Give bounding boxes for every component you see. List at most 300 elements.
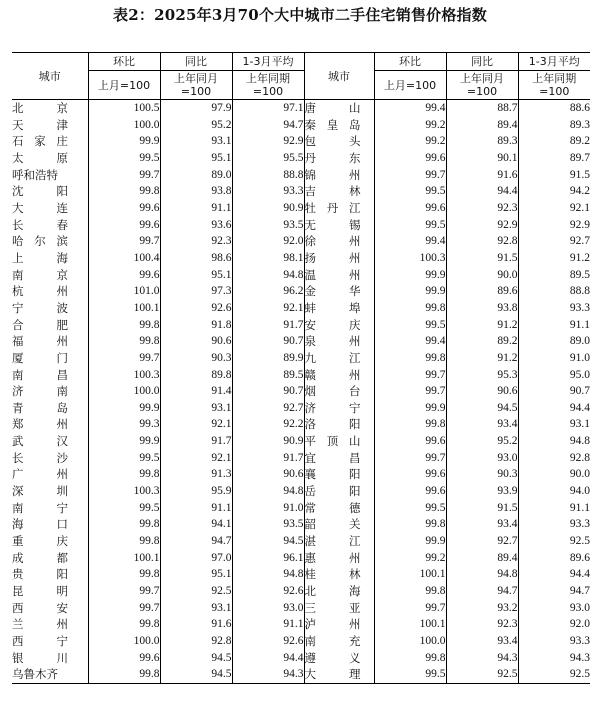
- mom-value: 99.6: [374, 150, 446, 167]
- avg-value: 92.5: [518, 666, 590, 683]
- yoy-value: 93.9: [446, 483, 518, 500]
- yoy-value: 89.3: [446, 133, 518, 150]
- mom-value: 99.4: [374, 333, 446, 350]
- city-name: 桂 林: [304, 566, 374, 583]
- city-name: 太 原: [12, 150, 68, 165]
- city-name: 兰 州: [12, 617, 68, 632]
- yoy-value: 91.1: [160, 200, 232, 217]
- avg-value: 93.3: [518, 516, 590, 533]
- yoy-value: 91.3: [160, 466, 232, 483]
- avg-value: 91.1: [518, 317, 590, 334]
- mom-value: 99.6: [88, 267, 160, 284]
- mom-value: 99.5: [88, 150, 160, 167]
- table-row: [12, 450, 590, 467]
- mom-value: 99.9: [88, 433, 160, 450]
- mom-value: 99.6: [374, 433, 446, 450]
- avg-value: 93.5: [232, 217, 304, 234]
- city-name: 广 州: [12, 467, 68, 482]
- city-name: 无 锡: [304, 217, 374, 234]
- yoy-value: 92.3: [446, 200, 518, 217]
- city-name: 昆 明: [12, 584, 68, 599]
- city-name: 厦 门: [12, 350, 68, 365]
- avg-value: 88.8: [518, 283, 590, 300]
- avg-value: 94.7: [518, 583, 590, 600]
- yoy-value: 93.1: [160, 400, 232, 417]
- avg-value: 92.9: [232, 133, 304, 150]
- table-row: [12, 250, 590, 267]
- city-name: 海 口: [12, 517, 68, 532]
- avg-value: 98.1: [232, 250, 304, 267]
- avg-value: 89.3: [518, 117, 590, 134]
- avg-value: 89.6: [518, 550, 590, 567]
- table-row: [12, 433, 590, 450]
- table-row: [12, 416, 590, 433]
- yoy-value: 91.2: [446, 350, 518, 367]
- city-name: 岳 阳: [304, 483, 374, 500]
- yoy-value: 90.6: [160, 333, 232, 350]
- avg-value: 93.5: [232, 516, 304, 533]
- mom-value: 99.7: [374, 383, 446, 400]
- avg-value: 92.7: [518, 233, 590, 250]
- subheader-yoy-right: 上年同月 =100: [446, 71, 518, 100]
- city-name: 沈 阳: [12, 184, 68, 199]
- mom-value: 99.6: [88, 217, 160, 234]
- avg-value: 94.8: [232, 483, 304, 500]
- mom-value: 99.4: [374, 233, 446, 250]
- mom-value: 99.8: [88, 566, 160, 583]
- mom-value: 99.2: [374, 133, 446, 150]
- header-avg-right: 1-3月平均: [518, 53, 590, 71]
- city-name: 惠 州: [304, 550, 374, 567]
- avg-value: 91.7: [232, 450, 304, 467]
- table-row: [12, 100, 590, 117]
- city-name: 合 肥: [12, 317, 68, 332]
- city-name: 大 理: [304, 666, 374, 683]
- header-mom-right: 环比: [374, 53, 446, 71]
- city-name: 襄 阳: [304, 466, 374, 483]
- avg-value: 91.5: [518, 167, 590, 184]
- yoy-value: 91.1: [160, 500, 232, 517]
- city-name: 济 南: [12, 384, 68, 399]
- avg-value: 89.2: [518, 133, 590, 150]
- table-row: [12, 400, 590, 417]
- table-row: [12, 317, 590, 334]
- city-name: 天 津: [12, 117, 68, 132]
- avg-value: 91.0: [518, 350, 590, 367]
- avg-value: 91.7: [232, 317, 304, 334]
- avg-value: 92.0: [232, 233, 304, 250]
- yoy-value: 93.8: [446, 300, 518, 317]
- mom-value: 99.3: [88, 416, 160, 433]
- city-name: 韶 关: [304, 516, 374, 533]
- avg-value: 94.5: [232, 533, 304, 550]
- subheader-mom-left: 上月=100: [88, 71, 160, 100]
- avg-value: 94.7: [232, 117, 304, 134]
- mom-value: 99.6: [88, 200, 160, 217]
- yoy-value: 93.1: [160, 600, 232, 617]
- mom-value: 99.7: [374, 600, 446, 617]
- avg-value: 94.2: [518, 183, 590, 200]
- yoy-value: 92.7: [446, 533, 518, 550]
- mom-value: 99.9: [374, 283, 446, 300]
- yoy-value: 93.4: [446, 516, 518, 533]
- avg-value: 95.5: [232, 150, 304, 167]
- city-name: 西 安: [12, 600, 68, 615]
- yoy-value: 95.1: [160, 150, 232, 167]
- avg-value: 94.8: [518, 433, 590, 450]
- city-name: 西 宁: [12, 634, 68, 648]
- city-name: 遵 义: [304, 650, 374, 667]
- mom-value: 100.4: [88, 250, 160, 267]
- mom-value: 99.8: [88, 516, 160, 533]
- table-row: [12, 333, 590, 350]
- table-row: [12, 516, 590, 533]
- table-row: [12, 267, 590, 284]
- mom-value: 100.0: [88, 383, 160, 400]
- avg-value: 90.9: [232, 200, 304, 217]
- mom-value: 99.5: [88, 450, 160, 467]
- yoy-value: 92.8: [446, 233, 518, 250]
- avg-value: 93.0: [518, 600, 590, 617]
- yoy-value: 89.4: [446, 117, 518, 134]
- city-name: 重 庆: [12, 534, 68, 549]
- city-name: 丹 东: [304, 150, 374, 167]
- mom-value: 101.0: [88, 283, 160, 300]
- yoy-value: 94.5: [160, 650, 232, 667]
- mom-value: 100.1: [374, 566, 446, 583]
- avg-value: 94.4: [518, 566, 590, 583]
- avg-value: 96.1: [232, 550, 304, 567]
- yoy-value: 89.8: [160, 367, 232, 384]
- city-name: 大 连: [12, 200, 68, 215]
- avg-value: 91.1: [232, 616, 304, 633]
- mom-value: 99.8: [374, 350, 446, 367]
- mom-value: 99.5: [374, 666, 446, 683]
- yoy-value: 92.6: [160, 300, 232, 317]
- yoy-value: 93.0: [446, 450, 518, 467]
- city-name: 长 春: [12, 217, 68, 232]
- table-row: [12, 600, 590, 617]
- mom-value: 99.5: [88, 500, 160, 517]
- yoy-value: 90.0: [446, 267, 518, 284]
- avg-value: 90.7: [232, 383, 304, 400]
- yoy-value: 95.2: [446, 433, 518, 450]
- avg-value: 92.2: [232, 416, 304, 433]
- avg-value: 89.0: [518, 333, 590, 350]
- yoy-value: 90.6: [446, 383, 518, 400]
- avg-value: 94.4: [518, 400, 590, 417]
- yoy-value: 93.2: [446, 600, 518, 617]
- yoy-value: 92.3: [446, 616, 518, 633]
- mom-value: 99.5: [374, 217, 446, 234]
- table-row: [12, 583, 590, 600]
- table-row: [12, 500, 590, 517]
- city-name: 济 宁: [304, 400, 374, 417]
- avg-value: 93.1: [518, 416, 590, 433]
- city-name: 泉 州: [304, 333, 374, 350]
- avg-value: 92.6: [232, 583, 304, 600]
- avg-value: 94.0: [518, 483, 590, 500]
- mom-value: 100.1: [88, 550, 160, 567]
- mom-value: 99.6: [374, 466, 446, 483]
- city-name: 深 圳: [12, 484, 68, 499]
- avg-value: 96.2: [232, 283, 304, 300]
- city-name: 泸 州: [304, 616, 374, 633]
- yoy-value: 94.7: [446, 583, 518, 600]
- avg-value: 90.0: [518, 466, 590, 483]
- avg-value: 93.3: [518, 633, 590, 650]
- table-body: [12, 100, 590, 684]
- mom-value: 99.8: [88, 333, 160, 350]
- yoy-value: 91.8: [160, 317, 232, 334]
- yoy-value: 97.0: [160, 550, 232, 567]
- city-name: 洛 阳: [304, 416, 374, 433]
- city-name: 宁 波: [12, 300, 68, 315]
- yoy-value: 95.1: [160, 267, 232, 284]
- yoy-value: 94.5: [160, 666, 232, 683]
- city-name: 哈 尔 滨: [12, 234, 68, 249]
- avg-value: 92.5: [518, 533, 590, 550]
- yoy-value: 91.5: [446, 500, 518, 517]
- city-name: 南 充: [304, 633, 374, 650]
- table-row: [12, 217, 590, 234]
- mom-value: 99.7: [88, 350, 160, 367]
- table-row: [12, 167, 590, 184]
- table-row: [12, 133, 590, 150]
- avg-value: 95.0: [518, 367, 590, 384]
- city-name: 郑 州: [12, 417, 68, 432]
- table-row: [12, 350, 590, 367]
- table-row: [12, 616, 590, 633]
- avg-value: 94.4: [232, 650, 304, 667]
- mom-value: 99.9: [88, 400, 160, 417]
- yoy-value: 95.9: [160, 483, 232, 500]
- mom-value: 99.8: [374, 300, 446, 317]
- avg-value: 92.7: [232, 400, 304, 417]
- avg-value: 94.3: [232, 666, 304, 683]
- city-name: 常 德: [304, 500, 374, 517]
- header-city-right: 城市: [304, 53, 374, 100]
- mom-value: 99.7: [374, 450, 446, 467]
- yoy-value: 91.2: [446, 317, 518, 334]
- mom-value: 99.7: [88, 583, 160, 600]
- mom-value: 100.3: [88, 483, 160, 500]
- yoy-value: 93.4: [446, 416, 518, 433]
- avg-value: 89.5: [232, 367, 304, 384]
- mom-value: 99.8: [374, 516, 446, 533]
- yoy-value: 91.6: [446, 167, 518, 184]
- table-row: [12, 466, 590, 483]
- avg-value: 92.0: [518, 616, 590, 633]
- city-name: 蚌 埠: [304, 300, 374, 317]
- city-name: 北 京: [12, 101, 68, 115]
- city-name: 杭 州: [12, 284, 68, 299]
- subheader-yoy-left: 上年同月 =100: [160, 71, 232, 100]
- table-title: 表2：2025年3月70个大中城市二手住宅销售价格指数: [113, 6, 487, 24]
- header-mom-left: 环比: [88, 53, 160, 71]
- mom-value: 99.7: [88, 233, 160, 250]
- table-row: [12, 233, 590, 250]
- avg-value: 89.5: [518, 267, 590, 284]
- header-yoy-left: 同比: [160, 53, 232, 71]
- yoy-value: 89.2: [446, 333, 518, 350]
- mom-value: 100.0: [374, 633, 446, 650]
- city-name: 呼和浩特: [12, 167, 58, 182]
- mom-value: 99.7: [88, 600, 160, 617]
- yoy-value: 92.3: [160, 233, 232, 250]
- avg-value: 88.8: [232, 167, 304, 184]
- city-name: 湛 江: [304, 533, 374, 550]
- city-name: 南 宁: [12, 500, 68, 515]
- avg-value: 90.9: [232, 433, 304, 450]
- city-name: 赣 州: [304, 367, 374, 384]
- yoy-value: 95.3: [446, 367, 518, 384]
- avg-value: 92.8: [518, 450, 590, 467]
- yoy-value: 97.3: [160, 283, 232, 300]
- mom-value: 99.9: [88, 133, 160, 150]
- city-name: 武 汉: [12, 434, 68, 449]
- mom-value: 99.6: [374, 200, 446, 217]
- city-name: 乌鲁木齐: [12, 666, 88, 683]
- yoy-value: 97.9: [160, 100, 232, 117]
- yoy-value: 90.3: [160, 350, 232, 367]
- avg-value: 94.8: [232, 267, 304, 284]
- mom-value: 99.7: [374, 167, 446, 184]
- mom-value: 99.8: [88, 183, 160, 200]
- avg-value: 90.7: [232, 333, 304, 350]
- avg-value: 93.3: [518, 300, 590, 317]
- yoy-value: 94.3: [446, 650, 518, 667]
- table-row: [12, 633, 590, 650]
- yoy-value: 93.4: [446, 633, 518, 650]
- yoy-value: 95.1: [160, 566, 232, 583]
- yoy-value: 91.5: [446, 250, 518, 267]
- mom-value: 99.8: [88, 666, 160, 683]
- header-yoy-right: 同比: [446, 53, 518, 71]
- avg-value: 91.0: [232, 500, 304, 517]
- yoy-value: 91.4: [160, 383, 232, 400]
- avg-value: 94.8: [232, 566, 304, 583]
- table-row: [12, 117, 590, 134]
- city-name: 包 头: [304, 133, 374, 150]
- city-name: 唐 山: [304, 100, 374, 117]
- avg-value: 92.1: [518, 200, 590, 217]
- city-name: 北 海: [304, 583, 374, 600]
- table-row: [12, 483, 590, 500]
- yoy-value: 89.0: [160, 167, 232, 184]
- yoy-value: 89.6: [446, 283, 518, 300]
- city-name: 青 岛: [12, 400, 68, 415]
- mom-value: 99.7: [88, 167, 160, 184]
- avg-value: 97.1: [232, 100, 304, 117]
- table-row: [12, 300, 590, 317]
- yoy-value: 92.1: [160, 450, 232, 467]
- avg-value: 93.3: [232, 183, 304, 200]
- avg-value: 92.9: [518, 217, 590, 234]
- yoy-value: 94.1: [160, 516, 232, 533]
- city-name: 烟 台: [304, 383, 374, 400]
- mom-value: 99.8: [88, 616, 160, 633]
- yoy-value: 98.6: [160, 250, 232, 267]
- table-row: [12, 650, 590, 667]
- yoy-value: 90.3: [446, 466, 518, 483]
- mom-value: 99.8: [374, 650, 446, 667]
- yoy-value: 93.1: [160, 133, 232, 150]
- mom-value: 99.6: [88, 650, 160, 667]
- yoy-value: 92.5: [160, 583, 232, 600]
- mom-value: 99.5: [374, 317, 446, 334]
- mom-value: 99.7: [374, 367, 446, 384]
- avg-value: 94.3: [518, 650, 590, 667]
- mom-value: 100.3: [374, 250, 446, 267]
- city-name: 金 华: [304, 283, 374, 300]
- city-name: 石 家 庄: [12, 134, 68, 149]
- city-name: 成 都: [12, 550, 68, 565]
- table-row: [12, 666, 590, 683]
- mom-value: 99.5: [374, 183, 446, 200]
- table-row: [12, 383, 590, 400]
- header-avg-left: 1-3月平均: [232, 53, 304, 71]
- mom-value: 99.8: [374, 416, 446, 433]
- city-name: 上 海: [12, 250, 68, 265]
- city-name: 徐 州: [304, 233, 374, 250]
- mom-value: 99.9: [374, 267, 446, 284]
- yoy-value: 94.5: [446, 400, 518, 417]
- subheader-mom-right: 上月=100: [374, 71, 446, 100]
- city-name: 牡 丹 江: [304, 200, 374, 217]
- mom-value: 99.2: [374, 550, 446, 567]
- yoy-value: 91.6: [160, 616, 232, 633]
- city-name: 三 亚: [304, 600, 374, 617]
- yoy-value: 93.6: [160, 217, 232, 234]
- mom-value: 99.6: [374, 483, 446, 500]
- city-name: 吉 林: [304, 183, 374, 200]
- city-name: 银 川: [12, 650, 68, 665]
- yoy-value: 92.5: [446, 666, 518, 683]
- header-city-left: 城市: [12, 53, 88, 100]
- city-name: 贵 阳: [12, 567, 68, 582]
- avg-value: 91.1: [518, 500, 590, 517]
- yoy-value: 90.1: [446, 150, 518, 167]
- avg-value: 89.7: [518, 150, 590, 167]
- mom-value: 99.5: [374, 500, 446, 517]
- mom-value: 100.1: [374, 616, 446, 633]
- city-name: 南 京: [12, 267, 68, 282]
- yoy-value: 91.7: [160, 433, 232, 450]
- avg-value: 90.6: [232, 466, 304, 483]
- city-name: 九 江: [304, 350, 374, 367]
- city-name: 秦 皇 岛: [304, 117, 374, 134]
- yoy-value: 92.8: [160, 633, 232, 650]
- mom-value: 100.3: [88, 367, 160, 384]
- subheader-avg-left: 上年同期 =100: [232, 71, 304, 100]
- city-name: 温 州: [304, 267, 374, 284]
- avg-value: 89.9: [232, 350, 304, 367]
- avg-value: 91.2: [518, 250, 590, 267]
- yoy-value: 93.8: [160, 183, 232, 200]
- yoy-value: 88.7: [446, 100, 518, 117]
- yoy-value: 95.2: [160, 117, 232, 134]
- mom-value: 99.4: [374, 100, 446, 117]
- yoy-value: 92.9: [446, 217, 518, 234]
- mom-value: 100.0: [88, 633, 160, 650]
- city-name: 南 昌: [12, 367, 68, 382]
- city-name: 锦 州: [304, 167, 374, 184]
- table-row: [12, 533, 590, 550]
- mom-value: 99.8: [88, 466, 160, 483]
- mom-value: 100.5: [88, 100, 160, 117]
- city-name: 福 州: [12, 334, 68, 349]
